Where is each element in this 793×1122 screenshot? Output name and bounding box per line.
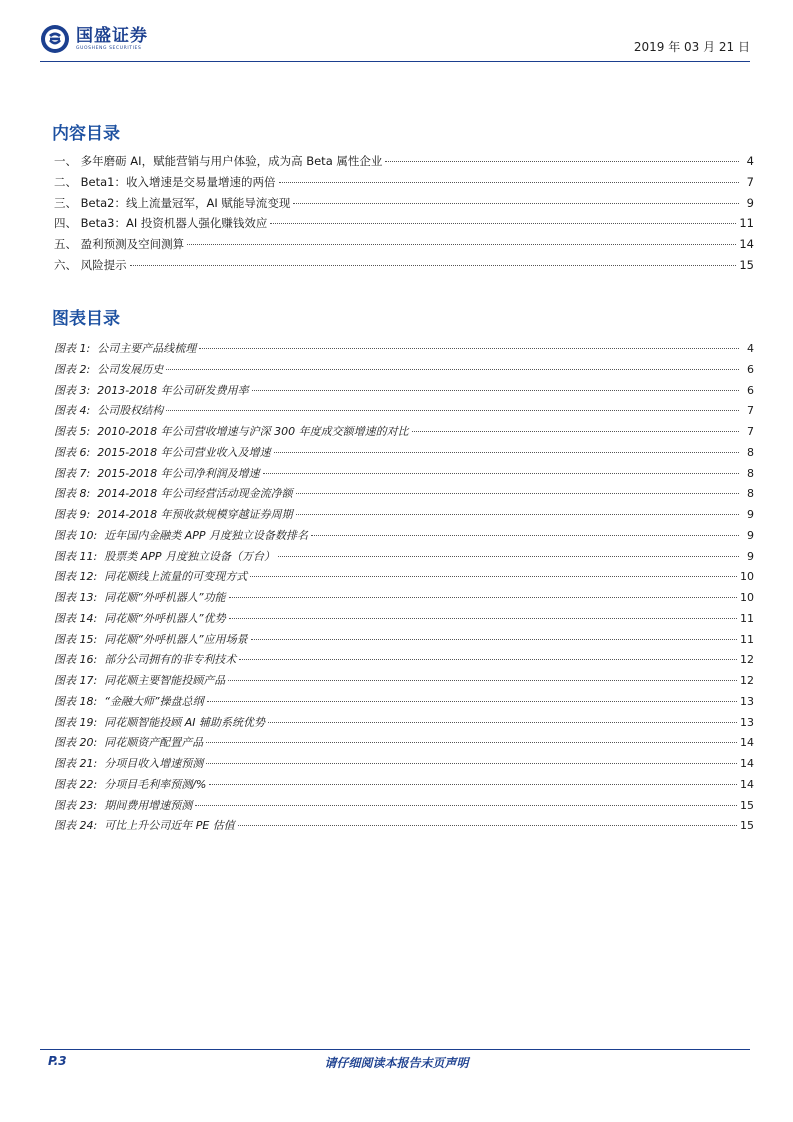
figure-entry-page: 8 [747, 487, 754, 501]
figure-entry-page: 4 [747, 342, 754, 355]
toc-entry-label: 六、 风险提示 [54, 257, 127, 272]
dot-leader [250, 576, 737, 577]
figure-entry-page: 9 [747, 549, 754, 563]
figure-entry-page: 14 [740, 757, 754, 770]
dot-leader [270, 223, 736, 224]
figure-entry[interactable] [54, 506, 754, 527]
toc-entry[interactable] [54, 195, 754, 216]
figure-entry-label: 图表 21: 分项目收入增速预测 [54, 757, 204, 770]
dot-leader [209, 784, 737, 785]
figure-entry[interactable] [54, 734, 754, 755]
figure-entry-page: 7 [747, 425, 754, 438]
dot-leader [296, 493, 739, 494]
figure-entry[interactable] [54, 527, 754, 548]
figure-entry-page: 12 [740, 674, 754, 687]
figure-entry-page: 9 [747, 528, 754, 542]
dot-leader [130, 265, 737, 266]
figure-entry-label: 图表 16: 部分公司拥有的非专利技术 [54, 653, 237, 667]
toc-entry-label: 五、 盈利预测及空间测算 [54, 237, 185, 252]
figure-entry-label: 图表 2: 公司发展历史 [54, 362, 164, 376]
figure-entry-label: 图表 11: 股票类 APP 月度独立设备（万台） [54, 549, 275, 563]
figure-entry-page: 13 [740, 715, 754, 729]
toc-entry[interactable] [54, 257, 754, 278]
footer-disclaimer: 请仔细阅读本报告末页声明 [324, 1056, 469, 1070]
figure-entry-page: 10 [740, 591, 754, 604]
dot-leader [412, 431, 739, 432]
toc-entry[interactable] [54, 153, 754, 174]
dot-leader [274, 452, 739, 453]
toc-entry-label: 三、 Beta2：线上流量冠军，AI 赋能导流变现 [54, 195, 291, 210]
toc-entry-page: 9 [746, 195, 754, 210]
dot-leader [263, 473, 739, 474]
dot-leader [187, 244, 736, 245]
figure-entry-label: 图表 10: 近年国内金融类 APP 月度独立设备数排名 [54, 528, 308, 542]
dot-leader [229, 597, 737, 598]
toc-entry[interactable] [54, 236, 754, 257]
figure-entry-page: 8 [747, 466, 754, 480]
toc-entry-page: 14 [739, 237, 754, 252]
figure-entry-label: 图表 8: 2014-2018 年公司经营活动现金流净额 [54, 487, 293, 501]
figure-entry-label: 图表 18: “金融大师”操盘总纲 [54, 694, 204, 708]
figure-entry-page: 6 [747, 383, 754, 397]
figure-entry[interactable] [54, 714, 754, 735]
figure-entry-label: 图表 14: 同花顺“外呼机器人”优势 [54, 611, 226, 625]
report-date: 2019 年 03 月 21 日 [633, 40, 750, 54]
toc-entry-label: 四、 Beta3：AI 投资机器人强化赚钱效应 [54, 216, 268, 231]
dot-leader [166, 369, 739, 370]
dot-leader [238, 825, 737, 826]
guosheng-logo-icon [40, 24, 70, 54]
figure-entry[interactable] [54, 485, 754, 506]
figure-entry[interactable] [54, 465, 754, 486]
toc-entry-page: 7 [746, 174, 754, 189]
figure-entry-label: 图表 15: 同花顺“外呼机器人”应用场景 [54, 632, 248, 646]
toc-entry-label: 二、 Beta1：收入增速是交易量增速的两倍 [54, 174, 276, 189]
page-number: P.3 [48, 1054, 67, 1068]
figures-list [54, 340, 754, 838]
footer-divider [40, 1049, 750, 1050]
figure-entry-label: 图表 23: 期间费用增速预测 [54, 798, 193, 812]
dot-leader [199, 348, 739, 349]
toc-entry-page: 15 [739, 257, 754, 272]
figure-entry[interactable] [54, 568, 754, 589]
dot-leader [385, 161, 739, 162]
dot-leader [239, 659, 737, 660]
figure-entry[interactable] [54, 797, 754, 818]
figure-entry[interactable] [54, 423, 754, 444]
figure-entry[interactable] [54, 672, 754, 693]
toc-entry-page: 4 [746, 154, 754, 168]
dot-leader [311, 535, 739, 536]
page-header [40, 24, 750, 62]
figure-entry-label: 图表 7: 2015-2018 年公司净利润及增速 [54, 466, 260, 480]
figure-entry[interactable] [54, 382, 754, 403]
figure-entry-page: 15 [740, 819, 754, 833]
logo-english-name: GUOSHENG SECURITIES [76, 46, 142, 51]
figure-entry[interactable] [54, 340, 754, 361]
figure-entry-page: 15 [740, 798, 754, 812]
figure-entry[interactable] [54, 776, 754, 797]
dot-leader [293, 203, 739, 204]
dot-leader [206, 742, 737, 743]
figure-entry-page: 10 [740, 570, 754, 584]
figure-entry-label: 图表 1: 公司主要产品线梳理 [54, 342, 197, 355]
figure-entry-page: 11 [740, 611, 754, 625]
figure-entry-label: 图表 20: 同花顺资产配置产品 [54, 736, 204, 750]
figure-entry-page: 7 [747, 404, 754, 418]
toc-entry-page: 11 [739, 216, 754, 231]
figure-entry[interactable] [54, 444, 754, 465]
figure-entry-page: 9 [747, 508, 754, 521]
dot-leader [251, 639, 737, 640]
figure-entry-label: 图表 19: 同花顺智能投顾 AI 辅助系统优势 [54, 715, 265, 729]
figure-entry-label: 图表 22: 分项目毛利率预测/% [54, 777, 207, 791]
dot-leader [268, 722, 737, 723]
figure-entry[interactable] [54, 631, 754, 652]
figure-entry[interactable] [54, 402, 754, 423]
figure-entry-label: 图表 24: 可比上升公司近年 PE 估值 [54, 819, 235, 833]
figure-entry-page: 14 [740, 777, 754, 791]
figure-entry-page: 12 [740, 653, 754, 667]
dot-leader [195, 805, 737, 806]
figure-entry[interactable] [54, 651, 754, 672]
figures-title: 图表目录 [52, 309, 120, 329]
toc-list [54, 153, 754, 278]
figure-entry-page: 13 [740, 694, 754, 708]
company-logo [40, 24, 148, 54]
toc-entry-label: 一、 多年磨砺 AI，赋能营销与用户体验，成为高 Beta 属性企业 [54, 154, 383, 168]
figure-entry-label: 图表 13: 同花顺“外呼机器人”功能 [54, 591, 226, 604]
figure-entry-label: 图表 5: 2010-2018 年公司营收增速与沪深 300 年度成交额增速的对比 [54, 425, 409, 438]
figure-entry[interactable] [54, 361, 754, 382]
dot-leader [278, 556, 739, 557]
dot-leader [229, 618, 737, 619]
figure-entry-label: 图表 9: 2014-2018 年预收款规模穿越证券周期 [54, 508, 293, 521]
figure-entry-page: 6 [747, 362, 754, 376]
dot-leader [207, 701, 737, 702]
dot-leader [206, 763, 737, 764]
figure-entry[interactable] [54, 755, 754, 776]
figure-entry-label: 图表 3: 2013-2018 年公司研发费用率 [54, 383, 249, 397]
figure-entry-page: 14 [740, 736, 754, 750]
figure-entry[interactable] [54, 693, 754, 714]
toc-title: 内容目录 [52, 124, 120, 144]
dot-leader [228, 680, 737, 681]
figure-entry-label: 图表 4: 公司股权结构 [54, 404, 164, 418]
dot-leader [296, 514, 739, 515]
figure-entry[interactable] [54, 610, 754, 631]
figure-entry[interactable] [54, 817, 754, 838]
figure-entry[interactable] [54, 548, 754, 569]
figure-entry-page: 11 [740, 632, 754, 646]
toc-entry[interactable] [54, 174, 754, 195]
figure-entry-label: 图表 6: 2015-2018 年公司营业收入及增速 [54, 445, 271, 459]
dot-leader [166, 410, 739, 411]
figure-entry[interactable] [54, 589, 754, 610]
dot-leader [279, 182, 740, 183]
toc-entry[interactable] [54, 215, 754, 236]
logo-chinese-name: 国盛证券 [76, 26, 148, 46]
dot-leader [252, 390, 739, 391]
header-divider [40, 61, 750, 62]
figure-entry-label: 图表 12: 同花顺线上流量的可变现方式 [54, 570, 248, 584]
figure-entry-label: 图表 17: 同花顺主要智能投顾产品 [54, 674, 226, 687]
figure-entry-page: 8 [747, 445, 754, 459]
